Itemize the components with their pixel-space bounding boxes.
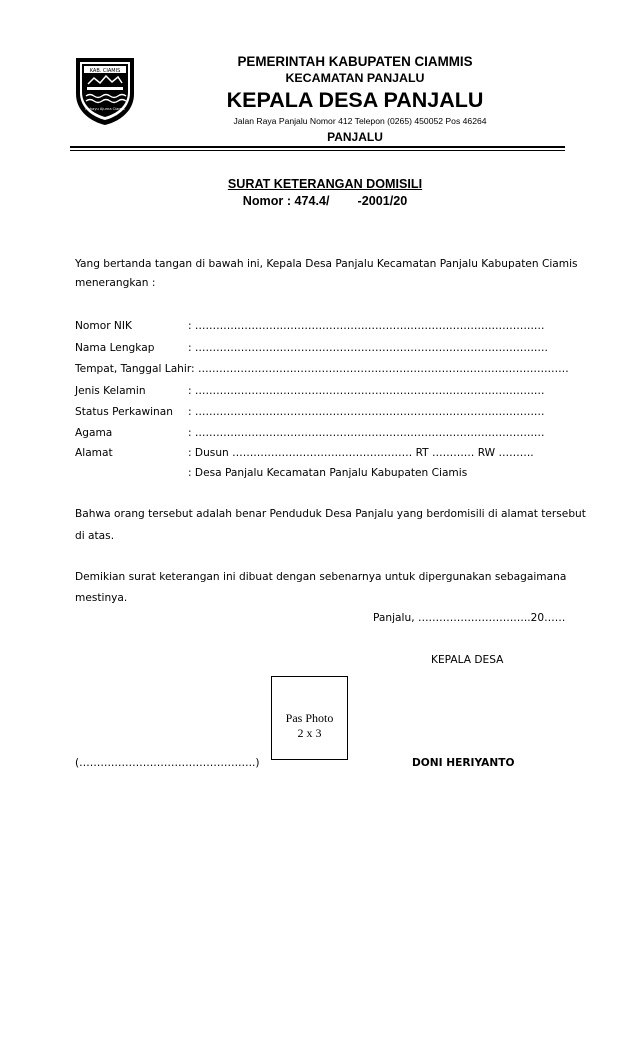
field-value-religion: : ……………………………………………………………………………………… <box>188 427 545 439</box>
field-label-marital: Status Perkawinan <box>75 406 173 418</box>
intro-line-1: Yang bertanda tangan di bawah ini, Kepala Desa Panjalu Kecamatan Panjalu Kabupaten Ciamis <box>75 258 578 270</box>
office-name: KEPALA DESA PANJALU <box>226 88 484 112</box>
closing-line-1: Demikian surat keterangan ini dibuat dengan sebenarnya untuk dipergunakan sebagaimana <box>75 571 567 583</box>
photo-label: Pas Photo <box>285 711 334 725</box>
field-value-name: : ………………………………………………………………………………………. <box>188 342 548 354</box>
header-divider-thick <box>70 146 565 148</box>
logo-text-bottom: Rahayu Ajurna Ciamis <box>85 107 125 111</box>
field-value-address: : Dusun …………………………………………… RT ………… RW ………. <box>188 447 534 459</box>
statement-line-1: Bahwa orang tersebut adalah benar Penduduk Desa Panjalu yang berdomisili di alamat tersebut <box>75 508 586 520</box>
field-value-gender: : ……………………………………………………………………………………… <box>188 385 545 397</box>
place-date: Panjalu, …………………………..20…… <box>373 612 566 624</box>
intro-line-2: menerangkan : <box>75 277 156 289</box>
field-label-birth <box>75 362 569 376</box>
office-address: Jalan Raya Panjalu Nomor 412 Telepon (0265) 450052 Pos 46264 <box>233 116 487 126</box>
office-city: PANJALU <box>327 130 383 144</box>
field-label-nik: Nomor NIK <box>75 320 132 332</box>
field-value-nik: : ……………………………………………………………………………………… <box>188 320 545 332</box>
field-label-address: Alamat <box>75 447 113 459</box>
field-value-village: : Desa Panjalu Kecamatan Panjalu Kabupaten Ciamis <box>188 467 468 479</box>
field-value-marital: : ……………………………………………………………………………………… <box>188 406 545 418</box>
district-name: KECAMATAN PANJALU <box>285 71 425 85</box>
applicant-signature-line: (…………………………………………..) <box>75 757 260 769</box>
signatory-position: KEPALA DESA <box>431 654 504 666</box>
field-label-religion: Agama <box>75 427 113 439</box>
field-label-gender: Jenis Kelamin <box>75 385 146 397</box>
logo-text-top: KAB. CIAMIS <box>89 68 121 74</box>
government-name: PEMERINTAH KABUPATEN CIAMMIS <box>237 54 473 69</box>
field-label-birth-text: Tempat, Tanggal Lahir <box>75 363 192 375</box>
photo-size: 2 x 3 <box>297 726 322 740</box>
statement-line-2: di atas. <box>75 530 115 542</box>
photo-placeholder-box <box>271 676 348 760</box>
field-label-name: Nama Lengkap <box>75 342 155 354</box>
header-divider-thin <box>70 150 565 151</box>
official-name: DONI HERIYANTO <box>412 757 515 769</box>
document-number: Nomor : 474.4/ -2001/20 <box>242 194 408 208</box>
field-value-birth: : …………………………………………………………………………………………… <box>191 363 569 375</box>
document-title: SURAT KETERANGAN DOMISILI <box>227 177 423 191</box>
closing-line-2: mestinya. <box>75 592 128 604</box>
